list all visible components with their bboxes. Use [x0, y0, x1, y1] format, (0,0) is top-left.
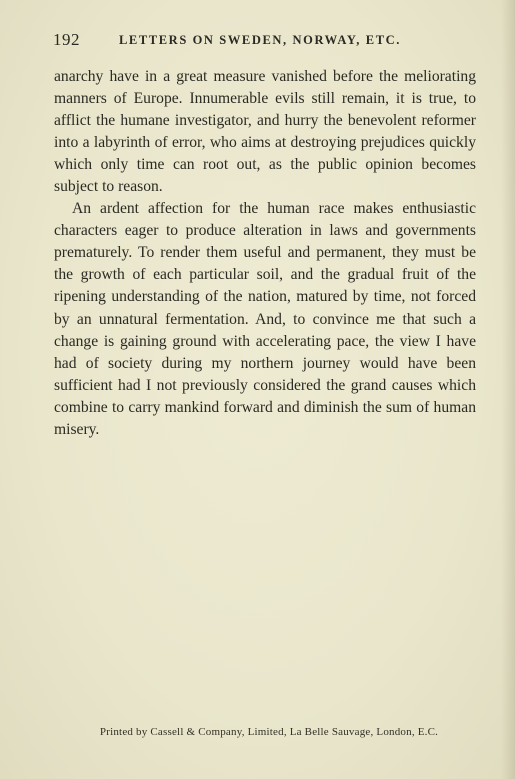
page-header — [53, 30, 478, 50]
body-text — [54, 66, 476, 441]
paragraph-2: An ardent affection for the human race makes enthusiastic characters eager to produce alteration in laws and governments prematurely. To render them useful and permanent, they must be the growth of each particular soil, and the gradual fruit of the ripening understanding of the nation, matured by time, not forced by an unnatural fermentation. And, to convince me that such a change is gaining ground with accelerating pace, the view I have had of society during my northern journey would have been sufficient had I not previously considered the grand causes which combine to carry mankind forward and diminish the sum of human misery. — [54, 200, 476, 438]
running-head: LETTERS ON SWEDEN, NORWAY, ETC. — [119, 33, 401, 47]
page-number: 192 — [53, 30, 80, 49]
page-edge-shadow — [501, 0, 515, 779]
printer-imprint: Printed by Cassell & Company, Limited, La Belle Sauvage, London, E.C. — [99, 726, 439, 738]
paragraph-1: anarchy have in a great measure vanished before the meliorating manners of Europe. Innumerable evils still remain, it is true, to afflict the humane investigator, and hurry the benevolent reformer into a labyrinth of error, who aims at destroying prejudices quickly which only time can root out, as the public opinion becomes subject to reason. — [54, 68, 476, 196]
